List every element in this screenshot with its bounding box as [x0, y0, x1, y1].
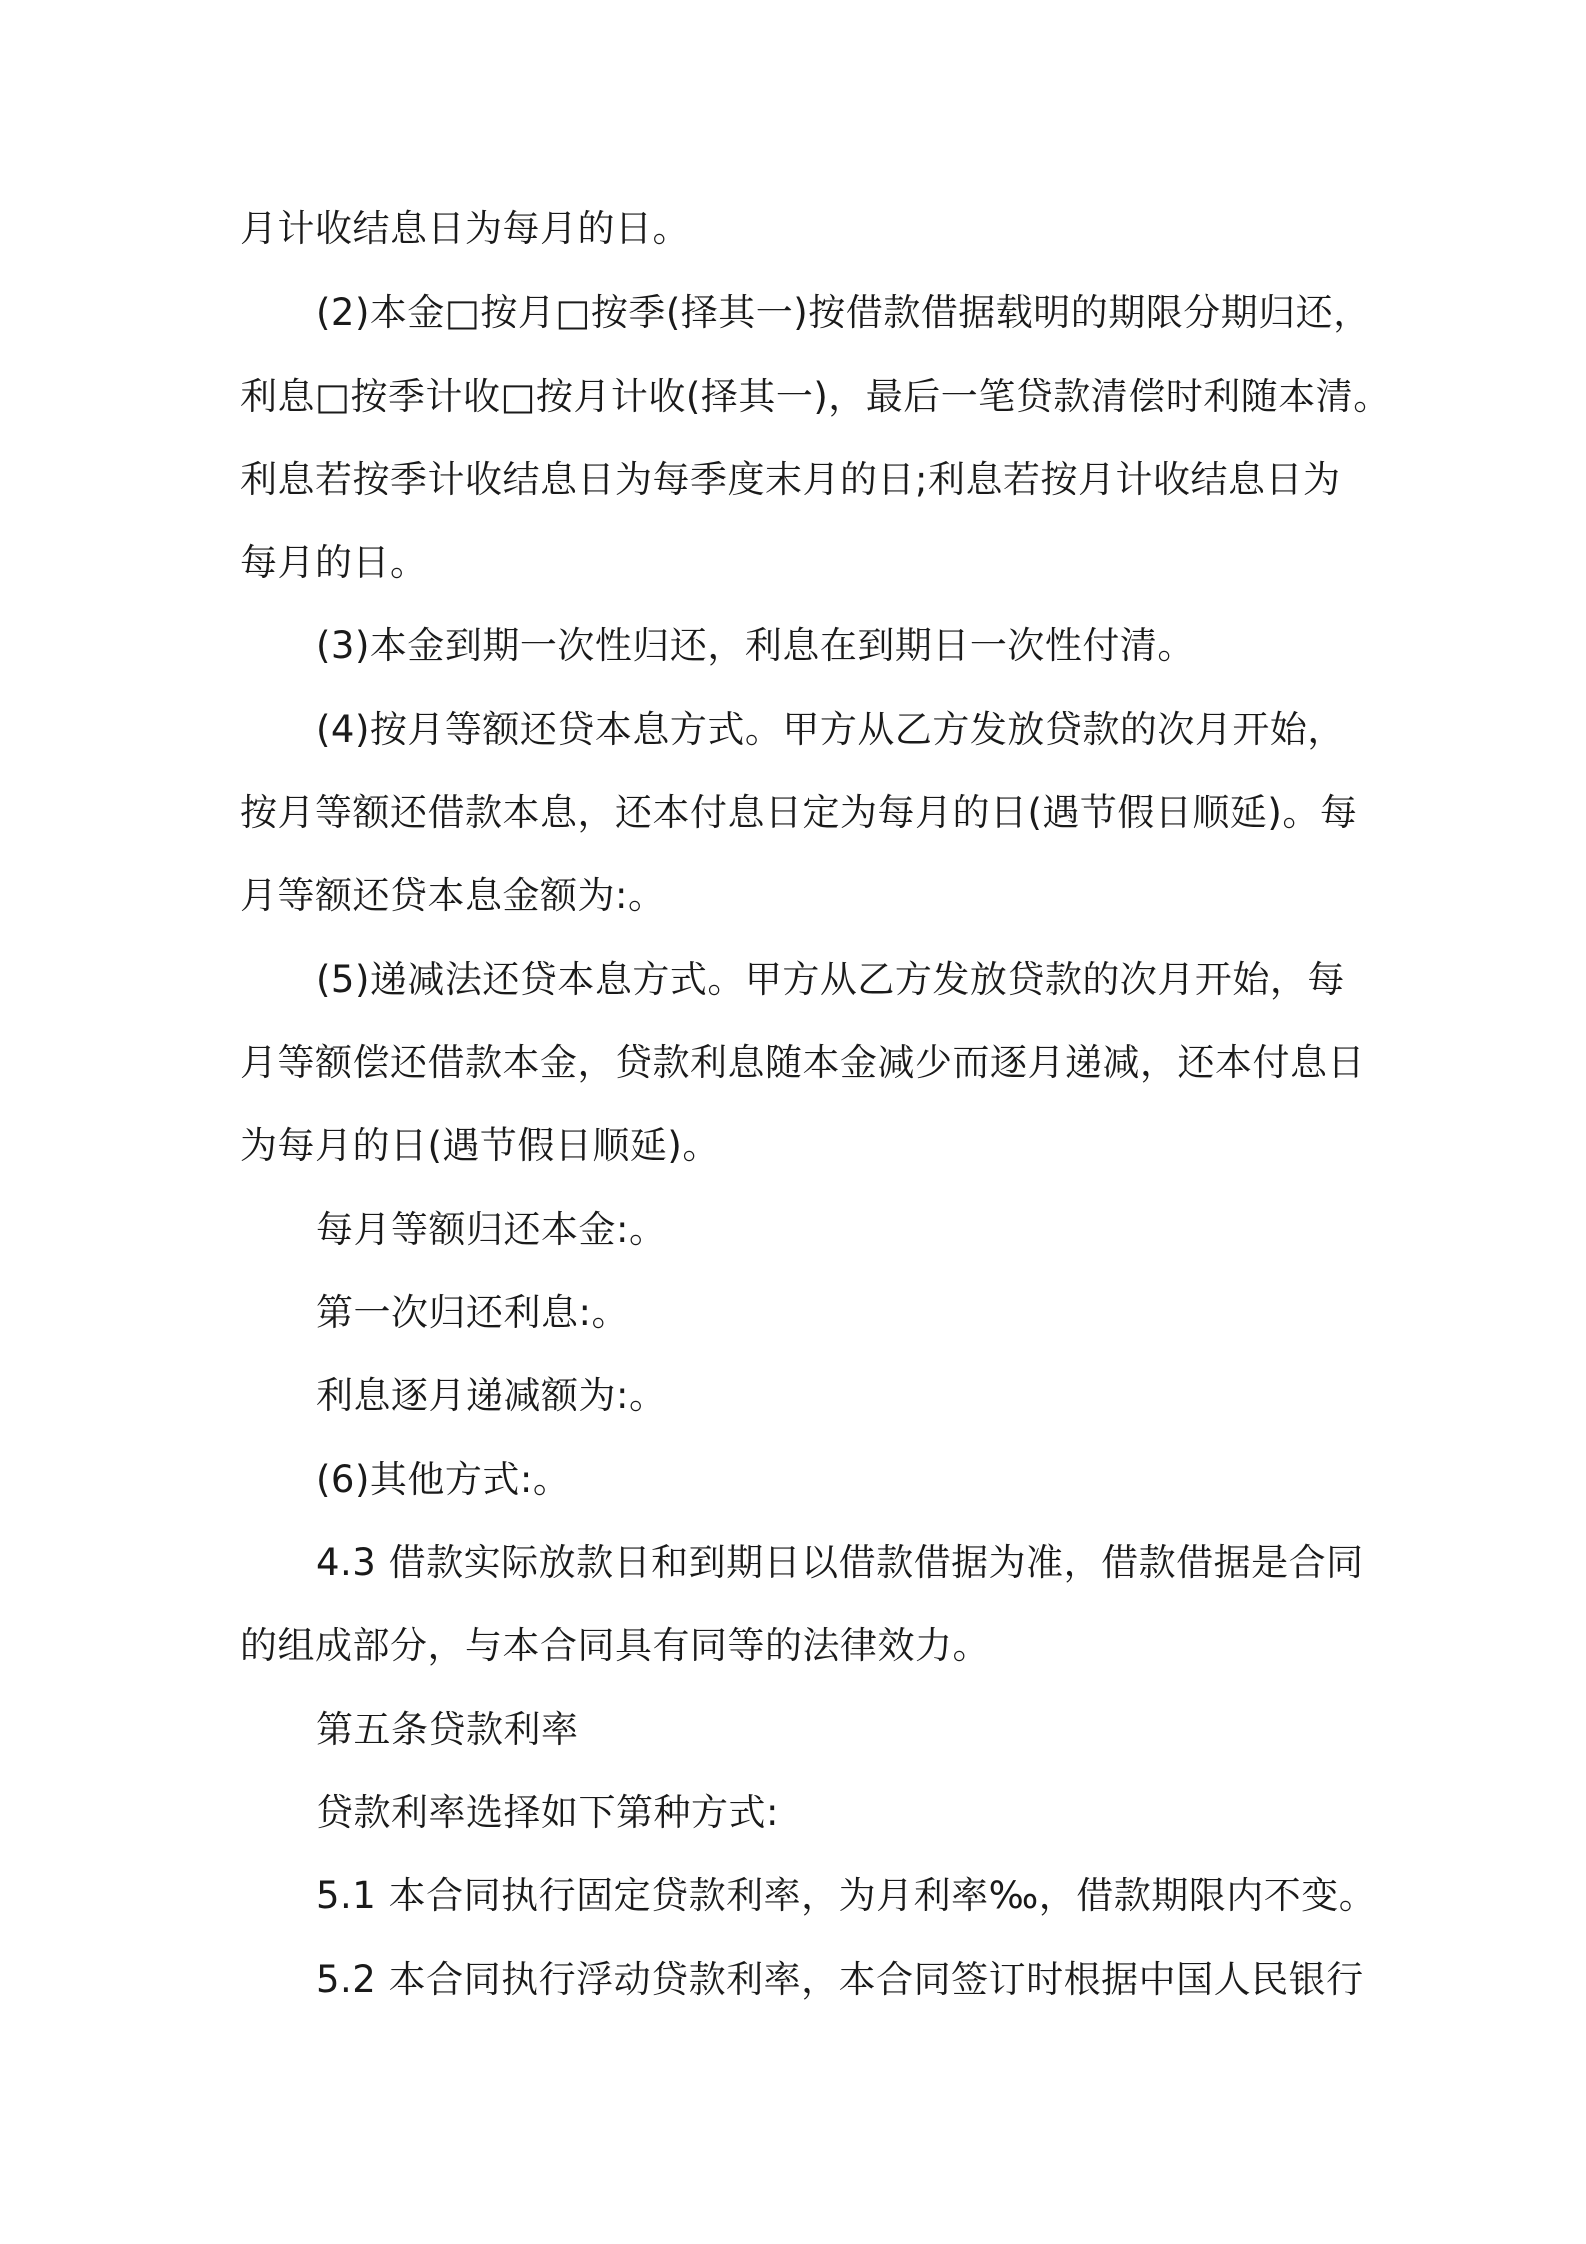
text-line: (4)按月等额还贷本息方式。甲方从乙方发放贷款的次月开始， — [316, 708, 1345, 751]
text-line: (3)本金到期一次性归还，利息在到期日一次性付清。 — [316, 624, 1195, 667]
text-line: 月等额偿还借款本金，贷款利息随本金减少而逐月递减，还本付息日 — [240, 1041, 1365, 1084]
text-line: 月等额还贷本息金额为:。 — [240, 874, 666, 917]
text-line: 的组成部分，与本合同具有同等的法律效力。 — [240, 1624, 990, 1667]
text-line: 利息逐月递减额为:。 — [316, 1374, 667, 1417]
text-line: 每月的日。 — [240, 541, 428, 584]
text-line: 5.2 本合同执行浮动贷款利率，本合同签订时根据中国人民银行 — [316, 1958, 1364, 2001]
text-line: 利息□按季计收□按月计收(择其一)，最后一笔贷款清偿时利随本清。 — [240, 375, 1391, 418]
text-line: 按月等额还借款本息，还本付息日定为每月的日(遇节假日顺延)。每 — [240, 791, 1358, 834]
text-line: 第一次归还利息:。 — [316, 1291, 629, 1334]
text-line: (2)本金□按月□按季(择其一)按借款借据载明的期限分期归还， — [316, 291, 1371, 334]
text-line: 为每月的日(遇节假日顺延)。 — [240, 1124, 720, 1167]
text-line: (5)递减法还贷本息方式。甲方从乙方发放贷款的次月开始，每 — [316, 958, 1345, 1001]
text-line: 利息若按季计收结息日为每季度末月的日;利息若按月计收结息日为 — [240, 458, 1341, 501]
text-line: 每月等额归还本金:。 — [316, 1208, 667, 1251]
text-line: 贷款利率选择如下第种方式: — [316, 1791, 779, 1834]
text-line: (6)其他方式:。 — [316, 1458, 571, 1501]
text-line: 4.3 借款实际放款日和到期日以借款借据为准，借款借据是合同 — [316, 1541, 1364, 1584]
text-line: 5.1 本合同执行固定贷款利率，为月利率‰，借款期限内不变。 — [316, 1874, 1377, 1917]
section-heading: 第五条贷款利率 — [316, 1708, 579, 1751]
text-line: 月计收结息日为每月的日。 — [240, 207, 690, 250]
